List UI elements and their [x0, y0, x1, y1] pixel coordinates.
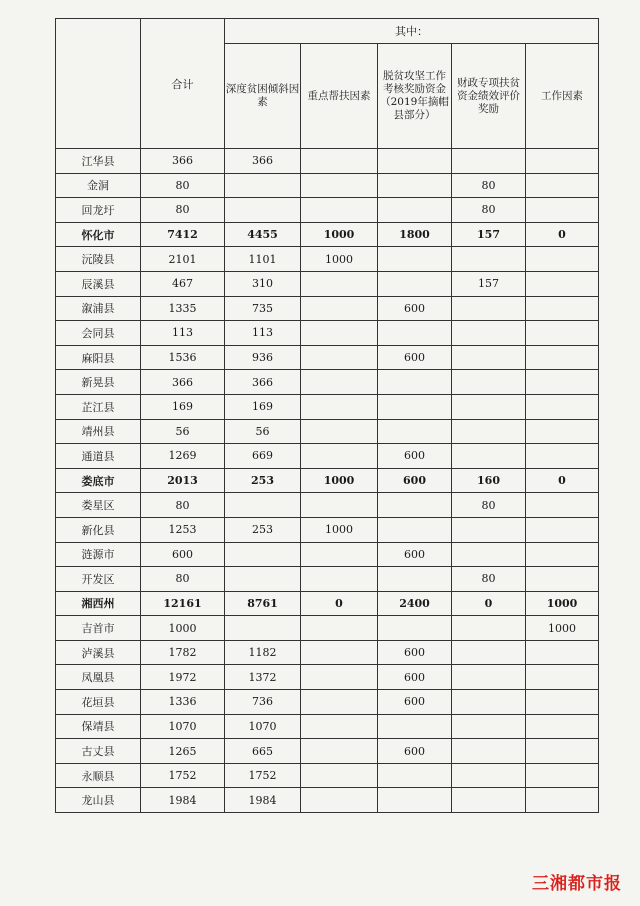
- row-total: 1000: [141, 616, 225, 641]
- row-assessment-reward: 600: [378, 345, 452, 370]
- row-name: 龙山县: [56, 788, 141, 813]
- row-work-factor: [526, 739, 599, 764]
- row-name: 娄星区: [56, 493, 141, 518]
- row-performance-reward: [452, 788, 526, 813]
- row-key-support: [301, 616, 378, 641]
- table-row: [56, 788, 599, 813]
- row-deep-poverty: 113: [225, 321, 301, 346]
- row-key-support: [301, 788, 378, 813]
- row-performance-reward: [452, 616, 526, 641]
- row-total: 12161: [141, 591, 225, 616]
- row-performance-reward: [452, 690, 526, 715]
- row-performance-reward: [452, 419, 526, 444]
- row-assessment-reward: [378, 788, 452, 813]
- row-deep-poverty: 366: [225, 149, 301, 174]
- header-col-performance-reward: 财政专项扶贫资金绩效评价奖励: [452, 44, 526, 149]
- row-name: 麻阳县: [56, 345, 141, 370]
- row-total: 1269: [141, 444, 225, 469]
- row-total: 1336: [141, 690, 225, 715]
- table-row: [56, 517, 599, 542]
- row-name: 新化县: [56, 517, 141, 542]
- row-key-support: 1000: [301, 468, 378, 493]
- row-name: 金洞: [56, 173, 141, 198]
- row-work-factor: [526, 665, 599, 690]
- row-work-factor: 1000: [526, 616, 599, 641]
- row-work-factor: [526, 321, 599, 346]
- row-assessment-reward: 600: [378, 542, 452, 567]
- row-deep-poverty: [225, 542, 301, 567]
- table-row: [56, 394, 599, 419]
- table-row: [56, 222, 599, 247]
- table-row: [56, 665, 599, 690]
- row-work-factor: [526, 394, 599, 419]
- row-deep-poverty: 1070: [225, 714, 301, 739]
- row-assessment-reward: [378, 419, 452, 444]
- row-deep-poverty: 56: [225, 419, 301, 444]
- row-key-support: [301, 444, 378, 469]
- row-performance-reward: [452, 640, 526, 665]
- row-work-factor: [526, 345, 599, 370]
- row-performance-reward: 0: [452, 591, 526, 616]
- row-deep-poverty: 8761: [225, 591, 301, 616]
- row-performance-reward: [452, 739, 526, 764]
- row-total: 1536: [141, 345, 225, 370]
- row-name: 回龙圩: [56, 198, 141, 223]
- header-col-deep-poverty: 深度贫困倾斜因素: [225, 44, 301, 149]
- row-key-support: [301, 394, 378, 419]
- row-work-factor: [526, 788, 599, 813]
- row-assessment-reward: [378, 370, 452, 395]
- row-deep-poverty: 736: [225, 690, 301, 715]
- table-row: [56, 419, 599, 444]
- table-row: [56, 468, 599, 493]
- row-work-factor: [526, 296, 599, 321]
- row-performance-reward: [452, 247, 526, 272]
- row-performance-reward: [452, 542, 526, 567]
- row-name: 芷江县: [56, 394, 141, 419]
- row-work-factor: [526, 763, 599, 788]
- row-performance-reward: 157: [452, 222, 526, 247]
- table-row: [56, 370, 599, 395]
- row-key-support: [301, 714, 378, 739]
- table-row: [56, 714, 599, 739]
- row-key-support: [301, 370, 378, 395]
- row-total: 80: [141, 567, 225, 592]
- row-key-support: 1000: [301, 222, 378, 247]
- row-name: 吉首市: [56, 616, 141, 641]
- row-total: 600: [141, 542, 225, 567]
- row-name: 沅陵县: [56, 247, 141, 272]
- row-key-support: [301, 149, 378, 174]
- row-work-factor: [526, 198, 599, 223]
- row-total: 1752: [141, 763, 225, 788]
- row-assessment-reward: [378, 247, 452, 272]
- row-total: 113: [141, 321, 225, 346]
- row-deep-poverty: 1372: [225, 665, 301, 690]
- row-work-factor: [526, 690, 599, 715]
- table-row: [56, 493, 599, 518]
- row-deep-poverty: [225, 173, 301, 198]
- header-col-work-factor: 工作因素: [526, 44, 599, 149]
- header-qizhong: 其中：: [225, 19, 599, 44]
- row-assessment-reward: [378, 763, 452, 788]
- row-key-support: [301, 321, 378, 346]
- table-row: [56, 690, 599, 715]
- row-work-factor: [526, 567, 599, 592]
- row-work-factor: [526, 370, 599, 395]
- table-row: [56, 345, 599, 370]
- row-performance-reward: [452, 321, 526, 346]
- row-total: 80: [141, 198, 225, 223]
- row-name: 通道县: [56, 444, 141, 469]
- row-performance-reward: 80: [452, 567, 526, 592]
- row-assessment-reward: 600: [378, 296, 452, 321]
- row-work-factor: [526, 149, 599, 174]
- row-work-factor: [526, 419, 599, 444]
- table-row: [56, 296, 599, 321]
- row-key-support: 1000: [301, 517, 378, 542]
- row-name: 涟源市: [56, 542, 141, 567]
- row-work-factor: [526, 444, 599, 469]
- row-name: 江华县: [56, 149, 141, 174]
- row-work-factor: 1000: [526, 591, 599, 616]
- row-key-support: [301, 493, 378, 518]
- row-key-support: [301, 345, 378, 370]
- row-work-factor: [526, 247, 599, 272]
- row-assessment-reward: [378, 271, 452, 296]
- row-key-support: 0: [301, 591, 378, 616]
- row-deep-poverty: 1182: [225, 640, 301, 665]
- row-key-support: [301, 640, 378, 665]
- row-performance-reward: [452, 394, 526, 419]
- row-total: 1253: [141, 517, 225, 542]
- row-deep-poverty: 253: [225, 468, 301, 493]
- row-performance-reward: 160: [452, 468, 526, 493]
- row-total: 1972: [141, 665, 225, 690]
- row-assessment-reward: 600: [378, 739, 452, 764]
- row-key-support: [301, 542, 378, 567]
- row-assessment-reward: [378, 198, 452, 223]
- row-assessment-reward: [378, 517, 452, 542]
- row-performance-reward: [452, 345, 526, 370]
- table-row: [56, 173, 599, 198]
- table-row: [56, 149, 599, 174]
- table-row: [56, 640, 599, 665]
- row-total: 1265: [141, 739, 225, 764]
- row-deep-poverty: 735: [225, 296, 301, 321]
- row-performance-reward: 157: [452, 271, 526, 296]
- table-row: [56, 321, 599, 346]
- row-name: 古丈县: [56, 739, 141, 764]
- row-name: 泸溪县: [56, 640, 141, 665]
- row-total: 80: [141, 493, 225, 518]
- table-row: [56, 591, 599, 616]
- header-name-cell: [56, 19, 141, 149]
- row-total: 467: [141, 271, 225, 296]
- table-body: [56, 149, 599, 813]
- table-row: [56, 542, 599, 567]
- row-key-support: [301, 567, 378, 592]
- row-work-factor: [526, 714, 599, 739]
- row-work-factor: [526, 271, 599, 296]
- row-performance-reward: [452, 370, 526, 395]
- row-key-support: [301, 665, 378, 690]
- row-name: 开发区: [56, 567, 141, 592]
- row-name: 辰溪县: [56, 271, 141, 296]
- table-row: [56, 198, 599, 223]
- row-assessment-reward: [378, 714, 452, 739]
- row-assessment-reward: 600: [378, 640, 452, 665]
- row-assessment-reward: [378, 567, 452, 592]
- row-key-support: [301, 739, 378, 764]
- newspaper-logo: 三湘都市报: [532, 874, 622, 894]
- header-total: 合计: [141, 19, 225, 149]
- row-deep-poverty: 665: [225, 739, 301, 764]
- row-assessment-reward: 1800: [378, 222, 452, 247]
- row-total: 169: [141, 394, 225, 419]
- row-key-support: [301, 690, 378, 715]
- row-deep-poverty: 4455: [225, 222, 301, 247]
- row-work-factor: 0: [526, 468, 599, 493]
- row-deep-poverty: [225, 198, 301, 223]
- row-performance-reward: [452, 149, 526, 174]
- row-deep-poverty: 253: [225, 517, 301, 542]
- row-work-factor: [526, 493, 599, 518]
- row-performance-reward: [452, 296, 526, 321]
- row-name: 溆浦县: [56, 296, 141, 321]
- row-key-support: [301, 419, 378, 444]
- row-deep-poverty: 1984: [225, 788, 301, 813]
- row-performance-reward: [452, 665, 526, 690]
- row-assessment-reward: 600: [378, 468, 452, 493]
- row-work-factor: [526, 640, 599, 665]
- row-performance-reward: 80: [452, 173, 526, 198]
- row-name: 会同县: [56, 321, 141, 346]
- row-work-factor: [526, 517, 599, 542]
- row-deep-poverty: [225, 616, 301, 641]
- row-assessment-reward: [378, 173, 452, 198]
- row-name: 怀化市: [56, 222, 141, 247]
- table-row: [56, 763, 599, 788]
- row-performance-reward: [452, 517, 526, 542]
- row-total: 2013: [141, 468, 225, 493]
- row-deep-poverty: 1752: [225, 763, 301, 788]
- row-name: 凤凰县: [56, 665, 141, 690]
- row-assessment-reward: [378, 616, 452, 641]
- row-work-factor: 0: [526, 222, 599, 247]
- row-total: 1984: [141, 788, 225, 813]
- row-total: 366: [141, 370, 225, 395]
- row-total: 366: [141, 149, 225, 174]
- row-total: 1782: [141, 640, 225, 665]
- row-total: 2101: [141, 247, 225, 272]
- row-assessment-reward: 600: [378, 690, 452, 715]
- row-key-support: [301, 173, 378, 198]
- row-assessment-reward: [378, 149, 452, 174]
- row-assessment-reward: [378, 493, 452, 518]
- row-name: 花垣县: [56, 690, 141, 715]
- row-name: 永顺县: [56, 763, 141, 788]
- row-key-support: [301, 763, 378, 788]
- row-assessment-reward: [378, 321, 452, 346]
- row-performance-reward: [452, 714, 526, 739]
- header-col-assessment-reward: 脱贫攻坚工作考核奖励资金（2019年摘帽县部分）: [378, 44, 452, 149]
- row-deep-poverty: 366: [225, 370, 301, 395]
- table-row: [56, 271, 599, 296]
- row-name: 保靖县: [56, 714, 141, 739]
- row-name: 新晃县: [56, 370, 141, 395]
- row-key-support: 1000: [301, 247, 378, 272]
- row-performance-reward: 80: [452, 198, 526, 223]
- table-row: [56, 444, 599, 469]
- row-total: 1335: [141, 296, 225, 321]
- row-work-factor: [526, 542, 599, 567]
- row-deep-poverty: [225, 567, 301, 592]
- row-name: 靖州县: [56, 419, 141, 444]
- row-deep-poverty: [225, 493, 301, 518]
- header-col-key-support: 重点帮扶因素: [301, 44, 378, 149]
- row-assessment-reward: 2400: [378, 591, 452, 616]
- row-deep-poverty: 936: [225, 345, 301, 370]
- table-row: [56, 616, 599, 641]
- row-deep-poverty: 1101: [225, 247, 301, 272]
- row-total: 1070: [141, 714, 225, 739]
- fund-allocation-table: [55, 18, 599, 813]
- row-key-support: [301, 198, 378, 223]
- row-deep-poverty: 169: [225, 394, 301, 419]
- row-name: 湘西州: [56, 591, 141, 616]
- table-row: [56, 567, 599, 592]
- table-row: [56, 739, 599, 764]
- row-total: 56: [141, 419, 225, 444]
- table-row: [56, 247, 599, 272]
- row-name: 娄底市: [56, 468, 141, 493]
- row-assessment-reward: 600: [378, 444, 452, 469]
- row-deep-poverty: 669: [225, 444, 301, 469]
- row-key-support: [301, 296, 378, 321]
- row-performance-reward: 80: [452, 493, 526, 518]
- row-total: 7412: [141, 222, 225, 247]
- row-deep-poverty: 310: [225, 271, 301, 296]
- row-performance-reward: [452, 444, 526, 469]
- row-work-factor: [526, 173, 599, 198]
- row-assessment-reward: 600: [378, 665, 452, 690]
- row-assessment-reward: [378, 394, 452, 419]
- row-performance-reward: [452, 763, 526, 788]
- row-total: 80: [141, 173, 225, 198]
- row-key-support: [301, 271, 378, 296]
